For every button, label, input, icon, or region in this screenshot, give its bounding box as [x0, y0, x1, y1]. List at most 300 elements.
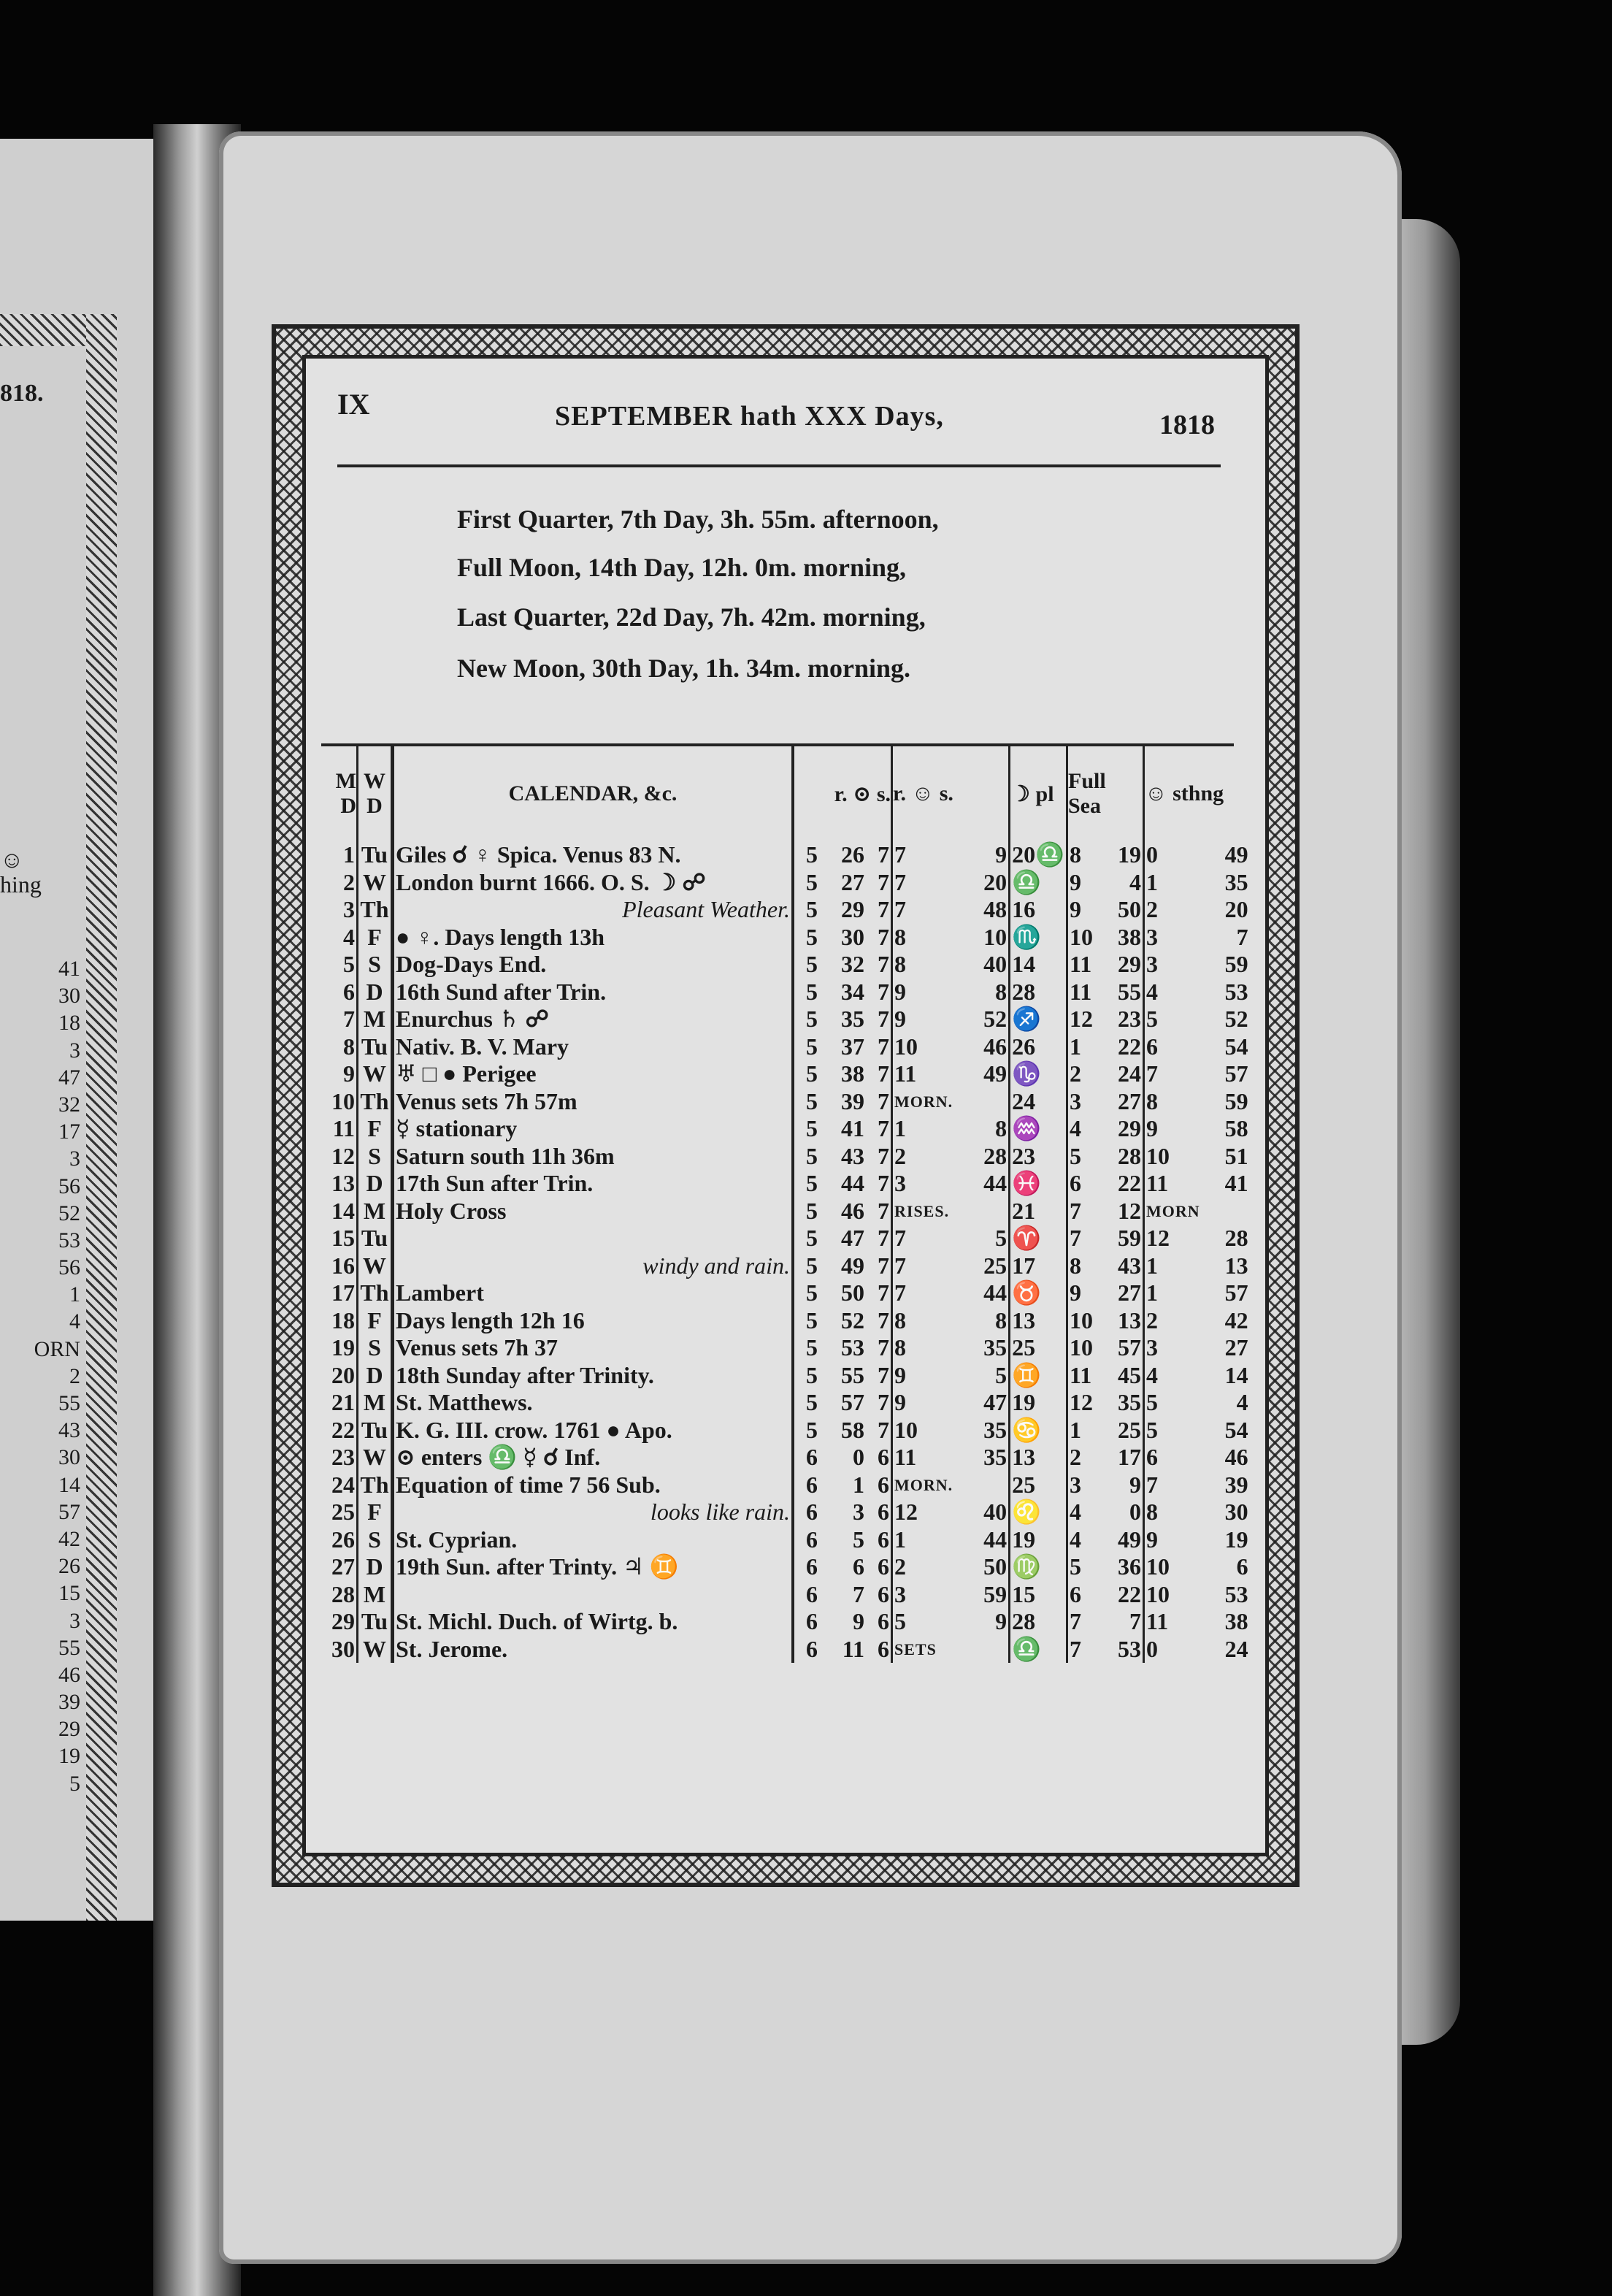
week-day: Tu — [358, 1033, 393, 1061]
moon-southing-hour: 10 — [1144, 1581, 1202, 1609]
sunrise-hour: 5 — [793, 1006, 819, 1033]
sunset-hour: 7 — [878, 1006, 889, 1032]
full-sea-minute: 28 — [1118, 1142, 1141, 1169]
full-sea-minute: 25 — [1118, 1416, 1141, 1443]
week-day: Th — [358, 896, 393, 924]
sunrise-hour: 5 — [793, 1225, 819, 1252]
moon-southing-hour: MORN — [1144, 1198, 1202, 1225]
moon-southing-minute: 14 — [1224, 1361, 1248, 1388]
moon-place: 19 — [1010, 1389, 1067, 1417]
calendar-table — [324, 746, 1250, 1663]
table-row — [324, 841, 1250, 869]
calendar-note — [393, 1581, 794, 1609]
sunrise-hour: 5 — [793, 924, 819, 952]
header-moon-rise-set: r. ☺ s. — [892, 746, 1010, 841]
left-page-column — [7, 955, 80, 1797]
month-number: IX — [337, 388, 370, 421]
month-day: 7 — [324, 1006, 358, 1033]
moon-rise-set-a: 7 — [892, 896, 955, 924]
moon-place: ♍ — [1010, 1553, 1067, 1581]
table-row — [324, 1444, 1250, 1472]
moon-rise-set-b: 35 — [983, 1444, 1008, 1470]
full-sea-hour: 5 — [1067, 1553, 1095, 1581]
moon-place: 13 — [1010, 1307, 1067, 1335]
full-sea-hour: 1 — [1067, 1033, 1095, 1061]
calendar-note: 17th Sun after Trin. — [396, 1170, 594, 1196]
header-rule — [337, 464, 1221, 467]
moon-southing-minute: 59 — [1224, 951, 1248, 977]
moon-southing-minute: 54 — [1224, 1416, 1248, 1443]
full-sea-minute: 22 — [1118, 1170, 1141, 1196]
moon-rise-set-a: 7 — [892, 841, 955, 869]
moon-phase-full-moon: Full Moon, 14th Day, 12h. 0m. morning, — [457, 553, 907, 582]
moon-rise-set-b — [954, 1636, 1010, 1664]
sunrise-minute: 41 — [841, 1115, 864, 1141]
sunrise-hour: 5 — [793, 1033, 819, 1061]
sunrise-hour: 6 — [793, 1526, 819, 1554]
moon-phase-last-quarter: Last Quarter, 22d Day, 7h. 42m. morning, — [457, 602, 926, 632]
moon-rise-set-b: 52 — [983, 1006, 1008, 1032]
left-page-value: 3 — [69, 1038, 80, 1063]
sunrise-minute: 32 — [841, 951, 864, 977]
header-calendar: CALENDAR, &c. — [508, 781, 678, 805]
month-day: 9 — [324, 1060, 358, 1088]
left-page-value: 19 — [58, 1744, 80, 1769]
sunrise-minute: 0 — [853, 1444, 864, 1470]
moon-southing-minute: 51 — [1224, 1142, 1248, 1169]
month-day: 13 — [324, 1170, 358, 1198]
moon-place: 21 — [1010, 1198, 1067, 1225]
moon-rise-set-b: 48 — [983, 896, 1008, 922]
moon-rise-set-a: 7 — [892, 1225, 955, 1252]
full-sea-hour: 9 — [1067, 1279, 1095, 1307]
moon-place: 14 — [1010, 951, 1067, 979]
left-page-value: 26 — [58, 1554, 80, 1579]
calendar-note: St. Michl. Duch. of Wirtg. b. — [396, 1608, 678, 1634]
calendar-note: ♅ □ ● Perigee — [396, 1060, 537, 1087]
calendar-note: Venus sets 7h 37 — [396, 1334, 558, 1361]
full-sea-minute: 19 — [1118, 841, 1141, 868]
moon-rise-set-a: 1 — [892, 1526, 955, 1554]
moon-rise-set-a: 3 — [892, 1581, 955, 1609]
month-day: 1 — [324, 841, 358, 869]
sunset-hour: 7 — [878, 868, 889, 895]
left-page-value: 17 — [58, 1120, 80, 1144]
moon-southing-minute: 4 — [1236, 1389, 1248, 1415]
sunrise-minute: 53 — [841, 1334, 864, 1361]
calendar-note: St. Matthews. — [396, 1389, 533, 1415]
left-page-value: ORN — [34, 1336, 80, 1361]
moon-place: 17 — [1010, 1252, 1067, 1280]
calendar-note: ● ♀. Days length 13h — [396, 923, 605, 950]
month-day: 5 — [324, 951, 358, 979]
week-day: Th — [358, 1279, 393, 1307]
moon-rise-set-b: 8 — [995, 978, 1008, 1005]
moon-rise-set-b: 49 — [983, 1060, 1008, 1087]
sunset-hour: 6 — [878, 1553, 889, 1580]
header-week-day: W D — [358, 746, 393, 841]
sunrise-minute: 49 — [841, 1252, 864, 1279]
table-row — [324, 1636, 1250, 1664]
moon-southing-hour: 10 — [1144, 1553, 1202, 1581]
sunrise-minute: 46 — [841, 1197, 864, 1224]
moon-southing-minute: 19 — [1224, 1526, 1248, 1553]
moon-rise-set-b: 46 — [983, 1033, 1008, 1060]
sunset-hour: 7 — [878, 1033, 889, 1060]
moon-place: ♓ — [1010, 1170, 1067, 1198]
left-page-value: 30 — [58, 1445, 80, 1470]
week-day: W — [358, 1252, 393, 1280]
moon-southing-minute: 53 — [1224, 1580, 1248, 1607]
month-day: 22 — [324, 1417, 358, 1444]
moon-rise-set-b: 47 — [983, 1389, 1008, 1415]
sunrise-hour: 6 — [793, 1499, 819, 1526]
calendar-note: Equation of time 7 56 Sub. — [396, 1471, 661, 1498]
week-day: M — [358, 1581, 393, 1609]
week-day: Tu — [358, 1225, 393, 1252]
header-moon-southing: ☺ sthng — [1144, 746, 1250, 841]
sunrise-hour: 5 — [793, 951, 819, 979]
full-sea-hour: 9 — [1067, 896, 1095, 924]
full-sea-hour: 12 — [1067, 1389, 1095, 1417]
sunrise-minute: 50 — [841, 1279, 864, 1306]
month-day: 10 — [324, 1088, 358, 1116]
calendar-note: London burnt 1666. O. S. ☽ ☍ — [396, 868, 706, 895]
moon-southing-hour: 8 — [1144, 1499, 1202, 1526]
moon-southing-minute — [1202, 1198, 1250, 1225]
month-day: 3 — [324, 896, 358, 924]
month-day: 14 — [324, 1198, 358, 1225]
week-day: D — [358, 979, 393, 1006]
moon-rise-set-a: 11 — [892, 1444, 955, 1472]
moon-southing-minute: 42 — [1224, 1306, 1248, 1333]
moon-rise-set-a: 11 — [892, 1060, 955, 1088]
full-sea-hour: 11 — [1067, 1362, 1095, 1390]
moon-phase-new-moon: New Moon, 30th Day, 1h. 34m. morning. — [457, 654, 911, 683]
sunset-hour: 7 — [878, 1389, 889, 1415]
moon-rise-set-b: 5 — [995, 1361, 1008, 1388]
sunrise-minute: 35 — [841, 1006, 864, 1032]
table-row — [324, 1499, 1250, 1526]
moon-place: 28 — [1010, 979, 1067, 1006]
moon-rise-set-b — [954, 1198, 1010, 1225]
sunrise-minute: 27 — [841, 868, 864, 895]
full-sea-hour: 1 — [1067, 1417, 1095, 1444]
sunset-hour: 6 — [878, 1608, 889, 1634]
sunset-hour: 6 — [878, 1580, 889, 1607]
moon-rise-set-a: 5 — [892, 1608, 955, 1636]
calendar-note: ☿ stationary — [396, 1115, 518, 1141]
sunrise-minute: 26 — [841, 841, 864, 868]
moon-southing-hour: 6 — [1144, 1033, 1202, 1061]
sunrise-minute: 7 — [853, 1580, 864, 1607]
week-day: Tu — [358, 1417, 393, 1444]
month-day: 17 — [324, 1279, 358, 1307]
moon-place: 28 — [1010, 1608, 1067, 1636]
sunset-hour: 7 — [878, 841, 889, 868]
moon-rise-set-a: 10 — [892, 1417, 955, 1444]
table-row — [324, 1608, 1250, 1636]
full-sea-hour: 10 — [1067, 1307, 1095, 1335]
table-row — [324, 1170, 1250, 1198]
moon-southing-minute: 6 — [1236, 1553, 1248, 1580]
moon-southing-hour: 7 — [1144, 1060, 1202, 1088]
sunset-hour: 6 — [878, 1499, 889, 1525]
left-page-year: 818. — [0, 380, 44, 407]
week-day: F — [358, 1307, 393, 1335]
full-sea-hour: 11 — [1067, 979, 1095, 1006]
moon-southing-hour: 1 — [1144, 1252, 1202, 1280]
table-row — [324, 1581, 1250, 1609]
moon-rise-set-b: 9 — [995, 841, 1008, 868]
moon-rise-set-a: 9 — [892, 1006, 955, 1033]
calendar-note: K. G. III. crow. 1761 ● Apo. — [396, 1416, 672, 1443]
moon-southing-minute: 27 — [1224, 1334, 1248, 1361]
table-row — [324, 1307, 1250, 1335]
moon-southing-hour: 3 — [1144, 924, 1202, 952]
moon-rise-set-a: 2 — [892, 1143, 955, 1171]
sunrise-minute: 30 — [841, 923, 864, 950]
sunset-hour: 7 — [878, 1361, 889, 1388]
moon-southing-minute: 46 — [1224, 1444, 1248, 1470]
sunrise-hour: 6 — [793, 1581, 819, 1609]
moon-southing-hour: 2 — [1144, 896, 1202, 924]
week-day: Th — [358, 1472, 393, 1499]
moon-southing-minute: 59 — [1224, 1087, 1248, 1114]
sunrise-hour: 5 — [793, 869, 819, 897]
calendar-note: Enurchus ♄ ☍ — [396, 1006, 549, 1032]
moon-place: ♉ — [1010, 1279, 1067, 1307]
calendar-note: 19th Sun. after Trinty. ♃ ♊ — [396, 1553, 679, 1580]
month-day: 25 — [324, 1499, 358, 1526]
calendar-note: Holy Cross — [396, 1197, 507, 1224]
moon-rise-set-b: 5 — [995, 1225, 1008, 1251]
table-row — [324, 1115, 1250, 1143]
moon-southing-minute: 24 — [1224, 1635, 1248, 1662]
moon-southing-hour: 5 — [1144, 1006, 1202, 1033]
sunset-hour: 6 — [878, 1444, 889, 1470]
moon-southing-hour: 11 — [1144, 1608, 1202, 1636]
moon-rise-set-b: 9 — [995, 1608, 1008, 1634]
full-sea-hour: 9 — [1067, 869, 1095, 897]
moon-rise-set-b: 44 — [983, 1526, 1008, 1553]
table-row — [324, 951, 1250, 979]
moon-southing-hour: 3 — [1144, 951, 1202, 979]
moon-southing-minute: 52 — [1224, 1006, 1248, 1032]
moon-southing-minute: 7 — [1236, 923, 1248, 950]
moon-rise-set-b: 10 — [983, 923, 1008, 950]
moon-southing-hour: 7 — [1144, 1472, 1202, 1499]
full-sea-hour: 5 — [1067, 1143, 1095, 1171]
full-sea-minute: 35 — [1118, 1389, 1141, 1415]
sunrise-hour: 5 — [793, 1060, 819, 1088]
moon-southing-hour: 10 — [1144, 1143, 1202, 1171]
table-row — [324, 1362, 1250, 1390]
sunset-hour: 7 — [878, 1170, 889, 1196]
full-sea-minute: 13 — [1118, 1306, 1141, 1333]
moon-southing-hour: 11 — [1144, 1170, 1202, 1198]
sunrise-minute: 38 — [841, 1060, 864, 1087]
sunrise-hour: 6 — [793, 1553, 819, 1581]
moon-southing-minute: 41 — [1224, 1170, 1248, 1196]
sunrise-hour: 6 — [793, 1608, 819, 1636]
moon-southing-minute: 38 — [1224, 1608, 1248, 1634]
left-page-value: 57 — [58, 1499, 80, 1524]
moon-place: ♌ — [1010, 1499, 1067, 1526]
full-sea-hour: 8 — [1067, 841, 1095, 869]
week-day: M — [358, 1389, 393, 1417]
sunrise-hour: 6 — [793, 1636, 819, 1664]
full-sea-minute: 36 — [1118, 1553, 1141, 1580]
left-page-value: 5 — [69, 1771, 80, 1796]
left-page-value: 14 — [58, 1472, 80, 1497]
week-day: M — [358, 1198, 393, 1225]
table-row — [324, 1417, 1250, 1444]
sunrise-minute: 9 — [853, 1608, 864, 1634]
sunset-hour: 7 — [878, 1334, 889, 1361]
sunrise-hour: 5 — [793, 1198, 819, 1225]
week-day: W — [358, 1444, 393, 1472]
sunrise-minute: 55 — [841, 1361, 864, 1388]
moon-rise-set-a: 7 — [892, 1279, 955, 1307]
moon-rise-set-b: 35 — [983, 1334, 1008, 1361]
sunset-hour: 7 — [878, 923, 889, 950]
moon-place: 25 — [1010, 1334, 1067, 1362]
month-day: 8 — [324, 1033, 358, 1061]
moon-southing-minute: 13 — [1224, 1252, 1248, 1279]
moon-southing-minute: 20 — [1224, 896, 1248, 922]
week-day: S — [358, 1143, 393, 1171]
moon-rise-set-a: 8 — [892, 1307, 955, 1335]
sunrise-minute: 29 — [841, 896, 864, 922]
full-sea-minute: 7 — [1129, 1608, 1141, 1634]
moon-southing-hour: 2 — [1144, 1307, 1202, 1335]
sunrise-hour: 6 — [793, 1472, 819, 1499]
week-day: F — [358, 1499, 393, 1526]
calendar-note: St. Jerome. — [396, 1635, 508, 1662]
week-day: W — [358, 1636, 393, 1664]
left-page-value: 29 — [58, 1717, 80, 1742]
calendar-note: Lambert — [396, 1279, 484, 1306]
moon-rise-set-a: 9 — [892, 979, 955, 1006]
left-page-border-side — [86, 314, 117, 1921]
sunrise-minute: 47 — [841, 1225, 864, 1251]
full-sea-hour: 7 — [1067, 1225, 1095, 1252]
sunrise-hour: 6 — [793, 1444, 819, 1472]
moon-place: ♒ — [1010, 1115, 1067, 1143]
moon-southing-hour: 9 — [1144, 1526, 1202, 1554]
month-day: 24 — [324, 1472, 358, 1499]
table-row — [324, 1225, 1250, 1252]
moon-southing-minute: 53 — [1224, 978, 1248, 1005]
week-day: Tu — [358, 841, 393, 869]
header-moon-place: ☽ pl — [1010, 746, 1067, 841]
moon-rise-set-b: 20 — [983, 868, 1008, 895]
left-page-value: 3 — [69, 1608, 80, 1633]
moon-southing-hour: 1 — [1144, 869, 1202, 897]
sunrise-minute: 1 — [853, 1471, 864, 1498]
week-day: M — [358, 1006, 393, 1033]
full-sea-hour: 2 — [1067, 1060, 1095, 1088]
sunrise-minute: 57 — [841, 1389, 864, 1415]
moon-rise-set-a: 1 — [892, 1115, 955, 1143]
sunset-hour: 7 — [878, 1142, 889, 1169]
full-sea-minute: 0 — [1129, 1499, 1141, 1525]
calendar-note: ⊙ enters ♎ ☿ ☌ Inf. — [396, 1444, 601, 1470]
table-row — [324, 1198, 1250, 1225]
moon-rise-set-a: 8 — [892, 1334, 955, 1362]
table-row — [324, 1389, 1250, 1417]
left-page-value: 55 — [58, 1391, 80, 1415]
left-page-column-header — [0, 847, 42, 897]
year: 1818 — [1159, 410, 1215, 440]
calendar-note: 16th Sund after Trin. — [396, 978, 607, 1005]
sunset-hour: 7 — [878, 951, 889, 977]
moon-rise-set-b — [954, 1088, 1010, 1116]
sunrise-hour: 5 — [793, 1252, 819, 1280]
sunrise-hour: 5 — [793, 1362, 819, 1390]
left-page-value: 30 — [58, 984, 80, 1009]
moon-rise-set-b: 25 — [983, 1252, 1008, 1279]
left-page-value: 43 — [58, 1418, 80, 1443]
sunrise-minute: 43 — [841, 1142, 864, 1169]
sunset-hour: 7 — [878, 1225, 889, 1251]
calendar-note — [393, 1225, 794, 1252]
full-sea-hour: 10 — [1067, 924, 1095, 952]
full-sea-minute: 53 — [1118, 1635, 1141, 1662]
moon-rise-set-b: 35 — [983, 1416, 1008, 1443]
calendar-note: Dog-Days End. — [396, 951, 547, 977]
calendar-note: 18th Sunday after Trinity. — [396, 1361, 654, 1388]
sunset-hour: 7 — [878, 1115, 889, 1141]
table-row — [324, 1553, 1250, 1581]
week-day: S — [358, 1526, 393, 1554]
sunset-hour: 7 — [878, 1197, 889, 1224]
month-day: 6 — [324, 979, 358, 1006]
moon-rise-set-a: 8 — [892, 924, 955, 952]
moon-southing-minute: 57 — [1224, 1060, 1248, 1087]
calendar-note: looks like rain. — [650, 1499, 790, 1525]
sunrise-hour: 5 — [793, 896, 819, 924]
moon-place: 26 — [1010, 1033, 1067, 1061]
full-sea-minute: 38 — [1118, 923, 1141, 950]
moon-rise-set-b: 44 — [983, 1170, 1008, 1196]
calendar-note: windy and rain. — [642, 1252, 790, 1279]
full-sea-hour: 4 — [1067, 1115, 1095, 1143]
table-row — [324, 1060, 1250, 1088]
calendar-note: Pleasant Weather. — [622, 896, 790, 922]
month-day: 12 — [324, 1143, 358, 1171]
moon-place: ♊ — [1010, 1362, 1067, 1390]
table-row — [324, 1252, 1250, 1280]
moon-southing-minute: 30 — [1224, 1499, 1248, 1525]
moon-rise-set-a: SETS — [892, 1636, 955, 1664]
week-day: F — [358, 924, 393, 952]
calendar-note: Days length 12h 16 — [396, 1306, 585, 1333]
moon-place: 13 — [1010, 1444, 1067, 1472]
month-day: 20 — [324, 1362, 358, 1390]
sunrise-hour: 5 — [793, 841, 819, 869]
sunrise-hour: 5 — [793, 1417, 819, 1444]
week-day: F — [358, 1115, 393, 1143]
sunrise-hour: 5 — [793, 1307, 819, 1335]
moon-rise-set-b: 50 — [983, 1553, 1008, 1580]
moon-rise-set-a: 7 — [892, 869, 955, 897]
moon-rise-set-b: 40 — [983, 951, 1008, 977]
full-sea-minute: 59 — [1118, 1225, 1141, 1251]
table-row — [324, 979, 1250, 1006]
full-sea-hour: 2 — [1067, 1444, 1095, 1472]
